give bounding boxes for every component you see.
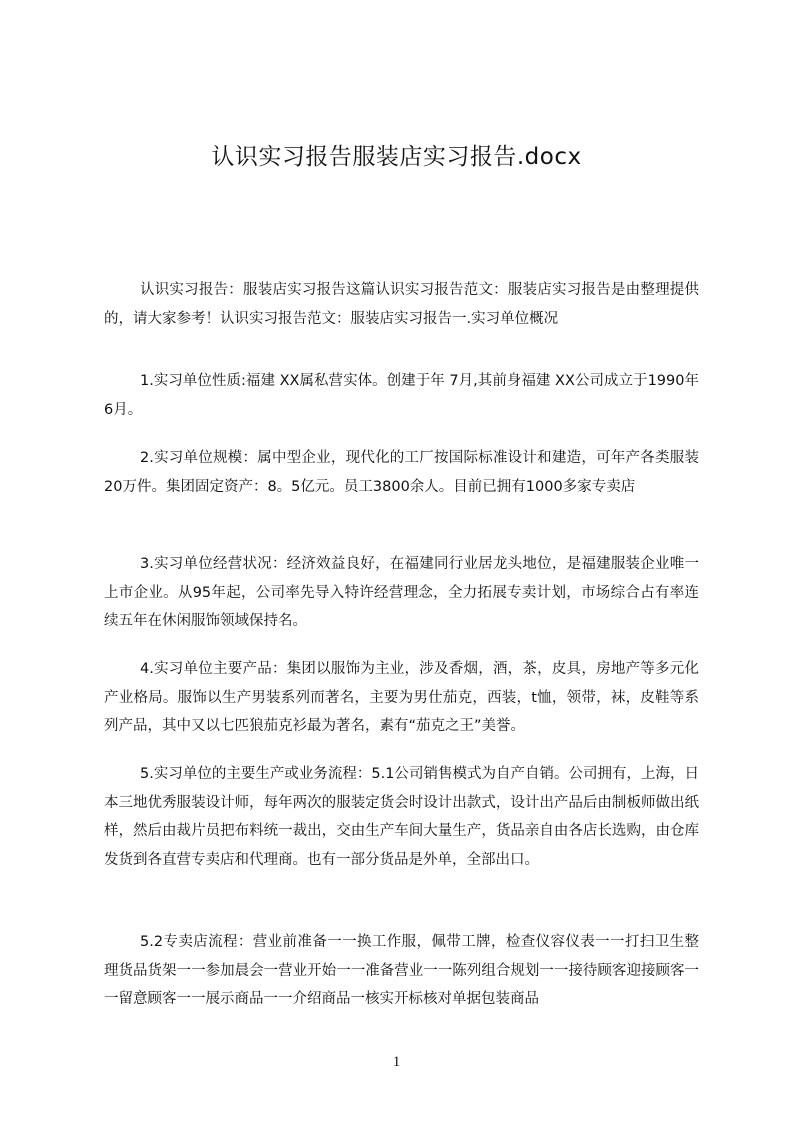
paragraph-unit-nature: 1.实习单位性质:福建 XX属私营实体。创建于年 7月,其前身福建 XX公司成立于1990年6月。: [104, 373, 699, 418]
document-title: 认识实习报告服装店实习报告.docx: [211, 144, 582, 170]
paragraph-main-products: 4.实习单位主要产品：集团以服饰为主业，涉及香烟，酒，茶，皮具，房地产等多元化产业格局。服饰以生产男装系列而著名，主要为男仕茄克，西装，t恤，领带，袜，皮鞋等系列产品，其中又以七匹狼茄克衫最为著名，素有“茄克之王”美誉。: [104, 661, 699, 734]
page-number: 1: [392, 1054, 401, 1070]
paragraph-business-status: 3.实习单位经营状况：经济效益良好，在福建同行业居龙头地位，是福建服装企业唯一上市企业。从95年起，公司率先导入特许经营理念，全力拓展专卖计划，市场综合占有率连续五年在休闲服饰领域保持名。: [104, 556, 699, 629]
paragraph-production-process: 5.实习单位的主要生产或业务流程：5.1公司销售模式为自产自销。公司拥有，上海，日本三地优秀服装设计师，每年两次的服装定货会时设计出款式，设计出产品后由制板师做出纸样，然后由裁片员把布料统一裁出，交由生产车间大量生产，货品亲自由各店长选购，由仓库发货到各直营专卖店和代理商。也有一部分货品是外单，全部出口。: [104, 766, 699, 868]
paragraph-store-process: 5.2专卖店流程：营业前准备一一换工作服，佩带工牌，检查仪容仪表一一打扫卫生整理货品货架一一参加晨会一营业开始一一准备营业一一陈列组合规划一一接待顾客迎接顾客一一留意顾客一一展示商品一一介绍商品一核实开标核对单据包装商品: [104, 934, 699, 1007]
paragraph-unit-scale: 2.实习单位规模：属中型企业，现代化的工厂按国际标准设计和建造，可年产各类服装20万件。集团固定资产：8。5亿元。员工3800余人。目前已拥有1000多家专卖店: [104, 450, 699, 495]
paragraph-intro: 认识实习报告：服装店实习报告这篇认识实习报告范文：服装店实习报告是由整理提供的，请大家参考！认识实习报告范文：服装店实习报告一.实习单位概况: [104, 282, 699, 327]
